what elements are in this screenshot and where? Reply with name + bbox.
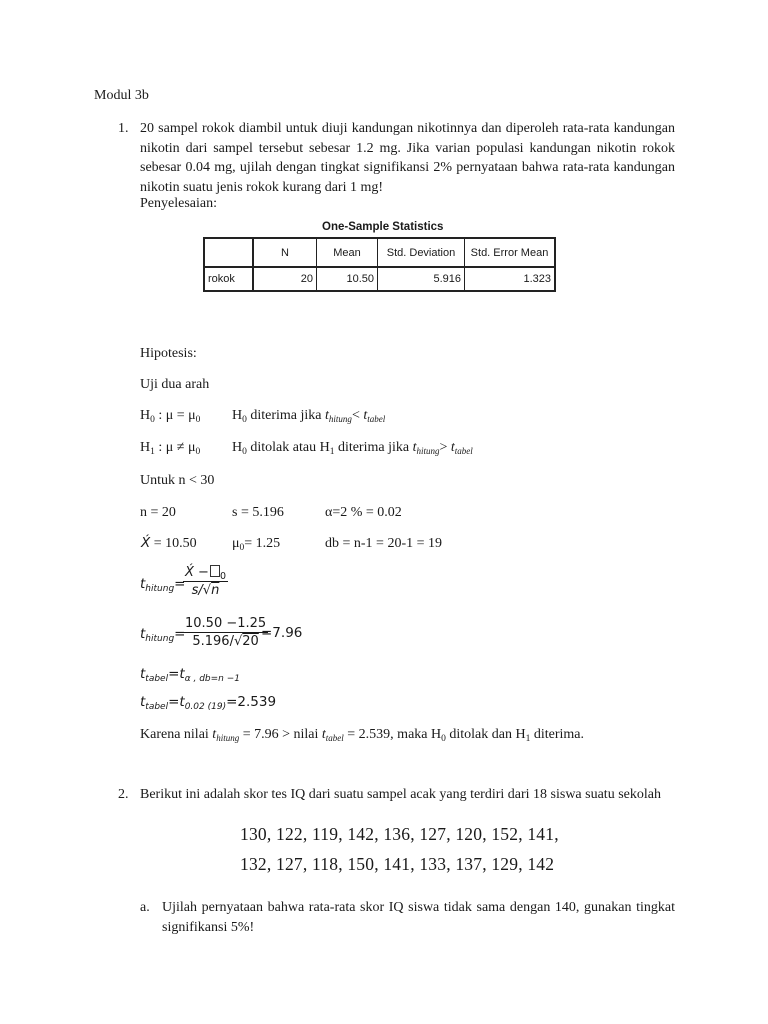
h0-decision-rule: $H_0$ diterima jika $t_{hitung}< t_{tabel}$ — [232, 408, 386, 425]
formula-t-tabel-numeric: $t_{tabel}=t_{0.02 (19)}=2.539$ — [140, 694, 277, 712]
table-cell: 20 — [253, 267, 317, 291]
s-value: s = 5.196 — [232, 505, 284, 520]
sub-question-a-text: Ujilah pernyataan bahwa rata-rata skor IQ siswa tidak sama dengan 140, gunakan tingkat signifikansi 5%! — [162, 900, 675, 935]
question-1-number: 1. — [118, 121, 129, 136]
test-type: Uji dua arah — [140, 377, 210, 392]
one-sample-statistics-table — [203, 237, 556, 292]
iq-scores-line-1: 130, 122, 119, 142, 136, 127, 120, 152, 141, — [240, 824, 559, 844]
table-cell: 1.323 — [465, 267, 556, 291]
page-title: Modul 3b — [94, 88, 149, 103]
table-cell: 10.50 — [317, 267, 378, 291]
table-header-cell: Std. Deviation — [378, 238, 465, 267]
h1-hypothesis: $H_1$ : $\mu \ne \mu_0$ — [140, 440, 201, 457]
table-header-cell: N — [253, 238, 317, 267]
xbar-value: X́ = 10.50 — [141, 535, 197, 551]
table-title: One-Sample Statistics — [322, 221, 444, 233]
formula-t-hitung-numeric-fraction: $\frac{10.50 -1.25}{5.196/√20}$ — [185, 616, 267, 649]
iq-scores-line-2: 132, 127, 118, 150, 141, 133, 137, 129, 142 — [240, 854, 555, 874]
h0-hypothesis: $H_0$ : $\mu = \mu_0$ — [140, 408, 201, 425]
question-2-number: 2. — [118, 787, 129, 802]
hypothesis-label: Hipotesis: — [140, 346, 197, 361]
sub-question-a-label: a. — [140, 900, 150, 915]
solution-label: Penyelesaian: — [140, 196, 217, 211]
n-value: n = 20 — [140, 505, 176, 520]
formula-t-hitung-lhs: $t_{hitung}=$ — [140, 576, 186, 594]
table-row — [204, 267, 555, 291]
formula-t-hitung-result: =7.96 — [261, 625, 303, 641]
question-2-text: Berikut ini adalah skor tes IQ dari suatu sampel acak yang terdiri dari 18 siswa suatu sekolah — [140, 787, 661, 802]
formula-t-tabel: $t_{tabel}=t_{\alpha , db=n -1}$ — [140, 666, 241, 684]
formula-t-hitung-fraction: $\frac{X́ - _0}{s/√n}$ — [185, 565, 226, 598]
degrees-of-freedom: db = n-1 = 20-1 = 19 — [325, 536, 443, 551]
placeholder-box-icon — [210, 565, 220, 577]
mu0-value: $\mu_0= 1.25$ — [232, 536, 281, 553]
conclusion: Karena nilai $t_{hitung} = 7.96$ > nilai $t_{tabel} = 2.539$, maka $H_0$ ditolak dan $H_1$ diterima. — [140, 727, 584, 744]
table-cell: 5.916 — [378, 267, 465, 291]
question-1-text: 20 sampel rokok diambil untuk diuji kandungan nikotinnya dan diperoleh rata-rata kandungan nikotin dari sampel tersebut sebesar 1.2 mg. Jika varian populasi kandungan nikotin rokok sebesar 0.04 mg, ujilah dengan tingkat signifikansi 2% pernyataan bahwa rata-rata kandungan nikotin suatu jenis rokok kurang dari 1 mg! — [140, 121, 675, 195]
table-header-cell — [204, 238, 253, 267]
formula-t-hitung-numeric-lhs: $t_{hitung}=$ — [140, 626, 186, 644]
sample-size-condition: Untuk n < 30 — [140, 473, 215, 488]
h1-decision-rule: $H_0$ ditolak atau $H_1$ diterima jika $t_{hitung}> t_{tabel}$ — [232, 440, 473, 457]
table-header-cell: Std. Error Mean — [465, 238, 556, 267]
table-cell: rokok — [204, 267, 253, 291]
table-header-cell: Mean — [317, 238, 378, 267]
table-header-row — [204, 238, 555, 267]
alpha-value: α=2 % = 0.02 — [325, 505, 402, 520]
